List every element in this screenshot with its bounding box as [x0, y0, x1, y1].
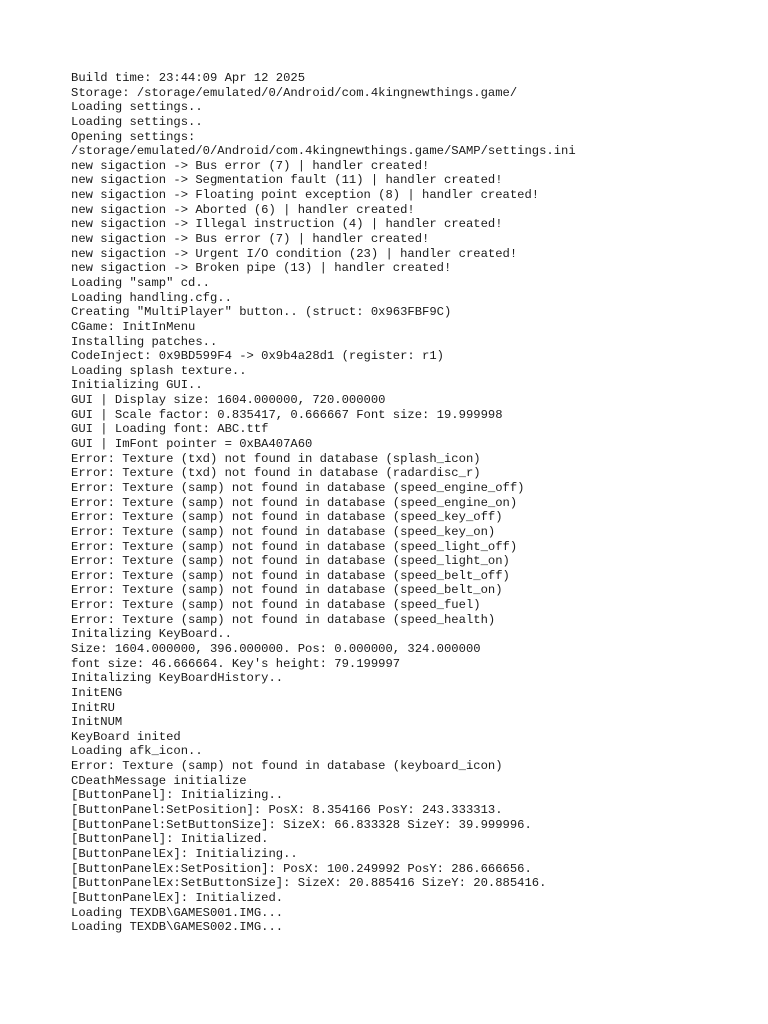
log-line: [ButtonPanel]: Initialized.	[71, 832, 269, 847]
log-line: Error: Texture (samp) not found in database (speed_belt_on)	[71, 583, 503, 598]
log-line: Loading settings..	[71, 100, 203, 115]
log-line: Initializing GUI..	[71, 378, 203, 393]
log-line: Installing patches..	[71, 334, 218, 349]
log-line: Loading "samp" cd..	[71, 275, 210, 290]
log-line: GUI | Scale factor: 0.835417, 0.666667 Font size: 19.999998	[71, 407, 503, 422]
log-line: [ButtonPanel:SetPosition]: PosX: 8.354166 PosY: 243.333313.	[71, 803, 503, 818]
log-line: new sigaction -> Floating point exception (8) | handler created!	[71, 188, 540, 203]
log-line: Error: Texture (samp) not found in database (speed_key_on)	[71, 524, 496, 539]
log-line: InitRU	[71, 700, 115, 715]
log-line: Error: Texture (samp) not found in database (speed_engine_off)	[71, 480, 525, 495]
log-line: CodeInject: 0x9BD599F4 -> 0x9b4a28d1 (register: r1)	[71, 349, 444, 364]
log-line: [ButtonPanel:SetButtonSize]: SizeX: 66.833328 SizeY: 39.999996.	[71, 817, 532, 832]
log-line: /storage/emulated/0/Android/com.4kingnewthings.game/SAMP/settings.ini	[71, 144, 576, 159]
log-line: Loading afk_icon..	[71, 744, 203, 759]
log-line: CGame: InitInMenu	[71, 319, 196, 334]
log-line: Error: Texture (samp) not found in database (speed_engine_on)	[71, 495, 518, 510]
log-line: new sigaction -> Segmentation fault (11) | handler created!	[71, 173, 503, 188]
log-line: Error: Texture (txd) not found in database (radardisc_r)	[71, 466, 481, 481]
log-line: Loading TEXDB\GAMES002.IMG...	[71, 920, 284, 935]
log-line: Initalizing KeyBoard..	[71, 627, 232, 642]
log-line: [ButtonPanel]: Initializing..	[71, 788, 284, 803]
log-line: Error: Texture (txd) not found in database (splash_icon)	[71, 451, 481, 466]
log-line: InitNUM	[71, 715, 123, 730]
log-line: Opening settings:	[71, 129, 196, 144]
log-line: Error: Texture (samp) not found in database (speed_fuel)	[71, 598, 481, 613]
log-line: Error: Texture (samp) not found in database (speed_key_off)	[71, 510, 503, 525]
log-line: [ButtonPanelEx:SetPosition]: PosX: 100.249992 PosY: 286.666656.	[71, 861, 532, 876]
log-line: CDeathMessage initialize	[71, 773, 247, 788]
log-line: font size: 46.666664. Key's height: 79.199997	[71, 656, 401, 671]
log-line: Loading settings..	[71, 114, 203, 129]
log-line: Error: Texture (samp) not found in database (speed_light_off)	[71, 539, 518, 554]
log-line: new sigaction -> Broken pipe (13) | handler created!	[71, 261, 452, 276]
log-line: Error: Texture (samp) not found in database (keyboard_icon)	[71, 759, 503, 774]
log-line: new sigaction -> Aborted (6) | handler created!	[71, 202, 415, 217]
log-line: [ButtonPanelEx:SetButtonSize]: SizeX: 20.885416 SizeY: 20.885416.	[71, 876, 547, 891]
log-line: Error: Texture (samp) not found in database (speed_light_on)	[71, 554, 510, 569]
log-line: InitENG	[71, 685, 123, 700]
log-output[interactable]	[71, 71, 768, 935]
log-line: KeyBoard inited	[71, 729, 181, 744]
log-line: Error: Texture (samp) not found in database (speed_belt_off)	[71, 568, 510, 583]
log-line: Loading TEXDB\GAMES001.IMG...	[71, 905, 284, 920]
log-line: Storage: /storage/emulated/0/Android/com.4kingnewthings.game/	[71, 85, 518, 100]
log-line: GUI | Display size: 1604.000000, 720.000000	[71, 393, 386, 408]
log-line: Loading splash texture..	[71, 363, 247, 378]
log-line: Creating "MultiPlayer" button.. (struct: 0x963FBF9C)	[71, 305, 452, 320]
log-line: Initalizing KeyBoardHistory..	[71, 671, 284, 686]
log-line: [ButtonPanelEx]: Initialized.	[71, 890, 284, 905]
log-line: Build time: 23:44:09 Apr 12 2025	[71, 71, 306, 85]
log-line: GUI | ImFont pointer = 0xBA407A60	[71, 437, 313, 452]
log-line: Loading handling.cfg..	[71, 290, 232, 305]
log-line: new sigaction -> Illegal instruction (4) | handler created!	[71, 217, 503, 232]
log-line: new sigaction -> Bus error (7) | handler created!	[71, 158, 430, 173]
log-line: new sigaction -> Bus error (7) | handler created!	[71, 232, 430, 247]
log-line: Error: Texture (samp) not found in database (speed_health)	[71, 612, 496, 627]
log-line: [ButtonPanelEx]: Initializing..	[71, 846, 298, 861]
log-line: GUI | Loading font: ABC.ttf	[71, 422, 269, 437]
log-line: Size: 1604.000000, 396.000000. Pos: 0.000000, 324.000000	[71, 641, 481, 656]
log-line: new sigaction -> Urgent I/O condition (23) | handler created!	[71, 246, 518, 261]
